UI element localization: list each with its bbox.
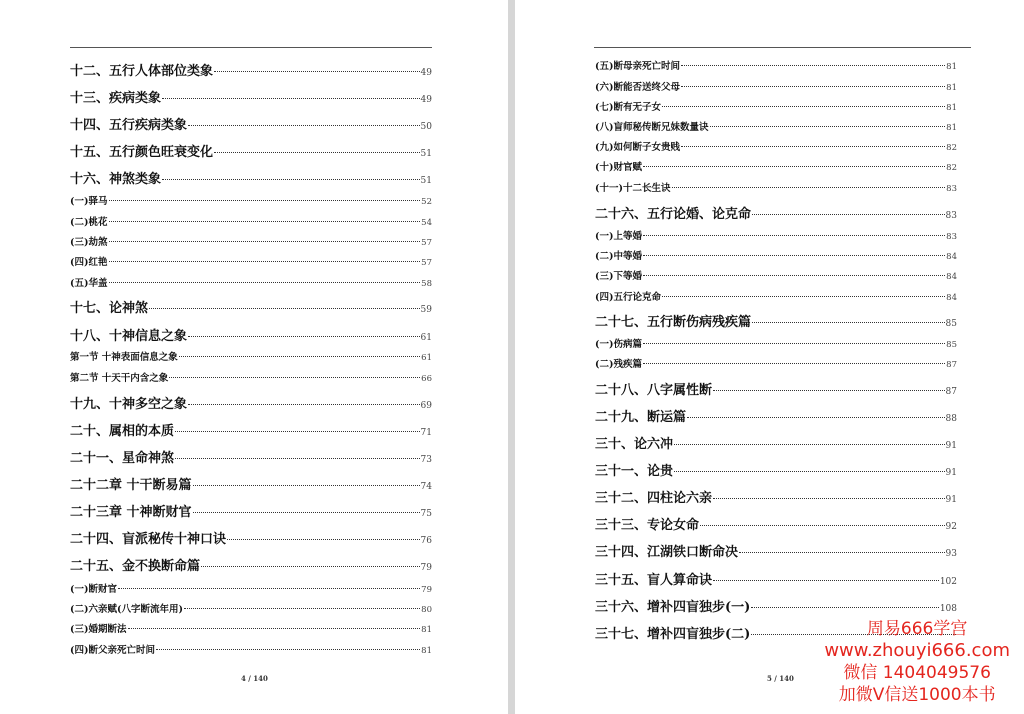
toc-leader-dots <box>109 221 421 222</box>
toc-entry[interactable] <box>595 228 957 242</box>
toc-entry[interactable] <box>595 180 957 194</box>
page-number-left: 4 / 140 <box>241 674 268 683</box>
toc-entry-page: 83 <box>945 211 957 221</box>
toc-entry-page: 54 <box>421 218 432 228</box>
toc-leader-dots <box>687 417 945 418</box>
toc-entry[interactable] <box>70 325 432 344</box>
toc-entry[interactable] <box>595 159 957 173</box>
toc-left <box>0 0 508 714</box>
toc-leader-dots <box>672 187 946 188</box>
toc-leader-dots <box>643 255 945 256</box>
toc-leader-dots <box>674 444 945 445</box>
toc-leader-dots <box>109 241 421 242</box>
toc-entry-title: 二十六、五行论婚、论克命 <box>595 207 752 222</box>
toc-entry-title: 十七、论神煞 <box>70 301 149 316</box>
toc-entry-page: 81 <box>946 123 957 133</box>
toc-leader-dots <box>713 390 945 391</box>
toc-entry[interactable] <box>70 420 432 439</box>
toc-entry-page: 81 <box>421 625 432 635</box>
toc-entry[interactable] <box>70 87 432 106</box>
toc-entry-title: 二十五、金不换断命篇 <box>70 559 201 574</box>
toc-entry[interactable] <box>70 214 432 228</box>
toc-entry[interactable] <box>70 581 432 595</box>
toc-entry[interactable] <box>595 379 957 398</box>
toc-entry-title: 三十一、论贵 <box>595 464 674 479</box>
toc-leader-dots <box>662 296 945 297</box>
toc-entry[interactable] <box>595 248 957 262</box>
toc-entry-title: (十)财官赋 <box>595 162 642 173</box>
toc-leader-dots <box>128 628 421 629</box>
toc-entry-page: 92 <box>945 522 957 532</box>
toc-entry-page: 51 <box>420 176 432 186</box>
toc-leader-dots <box>674 471 945 472</box>
watermark-line: 加微V信送1000本书 <box>838 685 996 705</box>
watermark-line: 周易666学宫 <box>866 619 968 639</box>
toc-entry-page: 61 <box>420 333 432 343</box>
toc-leader-dots <box>643 166 945 167</box>
toc-entry-title: 十三、疾病类象 <box>70 91 162 106</box>
toc-entry-page: 91 <box>945 441 957 451</box>
toc-entry-title: 十五、五行颜色旺衰变化 <box>70 145 214 160</box>
toc-entry-page: 82 <box>946 163 957 173</box>
toc-entry-page: 75 <box>420 509 432 519</box>
toc-entry-page: 84 <box>946 272 957 282</box>
toc-entry-page: 76 <box>420 536 432 546</box>
toc-entry-page: 81 <box>421 646 432 656</box>
toc-entry-page: 57 <box>421 238 432 248</box>
toc-entry-page: 49 <box>420 95 432 105</box>
toc-entry-title: (九)如何断子女贵贱 <box>595 142 680 153</box>
toc-entry-title: 三十三、专论女命 <box>595 518 700 533</box>
toc-entry-page: 50 <box>420 122 432 132</box>
toc-leader-dots <box>188 125 420 126</box>
toc-leader-dots <box>752 322 945 323</box>
toc-entry[interactable] <box>595 460 957 479</box>
toc-entry-page: 87 <box>946 360 957 370</box>
toc-entry[interactable] <box>595 596 957 615</box>
toc-leader-dots <box>193 485 420 486</box>
toc-entry-title: (一)上等婚 <box>595 231 642 242</box>
toc-leader-dots <box>751 607 939 608</box>
toc-entry-title: 二十一、星命神煞 <box>70 451 175 466</box>
toc-entry-title: 第二节 十天干内含之象 <box>70 373 169 384</box>
toc-entry[interactable] <box>595 541 957 560</box>
toc-entry[interactable] <box>70 474 432 493</box>
toc-entry-title: (五)断母亲死亡时间 <box>595 61 680 72</box>
toc-entry-title: 三十六、增补四盲独步(一) <box>595 600 751 615</box>
toc-entry-title: 第一节 十神表面信息之象 <box>70 352 178 363</box>
toc-entry-page: 59 <box>420 305 432 315</box>
toc-entry[interactable] <box>70 447 432 466</box>
toc-entry-title: (一)驿马 <box>70 196 108 207</box>
toc-entry[interactable] <box>70 254 432 268</box>
toc-entry-page: 88 <box>945 414 957 424</box>
toc-entry[interactable] <box>70 601 432 615</box>
toc-entry-title: (六)断能否送终父母 <box>595 82 680 93</box>
toc-entry[interactable] <box>70 621 432 635</box>
toc-entry[interactable] <box>595 79 957 93</box>
toc-entry-page: 91 <box>945 468 957 478</box>
toc-entry-title: 三十二、四柱论六亲 <box>595 491 713 506</box>
watermark-line: www.zhouyi666.com <box>824 640 1010 661</box>
toc-leader-dots <box>752 214 945 215</box>
toc-leader-dots <box>109 282 421 283</box>
toc-leader-dots <box>109 261 421 262</box>
toc-leader-dots <box>643 363 945 364</box>
toc-entry-page: 73 <box>420 455 432 465</box>
toc-entry-page: 71 <box>420 428 432 438</box>
toc-entry[interactable] <box>595 139 957 153</box>
toc-entry[interactable] <box>595 336 957 350</box>
toc-leader-dots <box>193 512 420 513</box>
toc-leader-dots <box>681 86 945 87</box>
toc-entry-title: 十二、五行人体部位类象 <box>70 64 214 79</box>
toc-entry[interactable] <box>70 528 432 547</box>
toc-entry[interactable] <box>70 501 432 520</box>
toc-entry-page: 108 <box>939 604 957 614</box>
toc-entry-title: 三十七、增补四盲独步(二) <box>595 627 751 642</box>
toc-entry-title: 十九、十神多空之象 <box>70 397 188 412</box>
toc-entry-page: 57 <box>421 258 432 268</box>
toc-entry-title: 二十二章 十干断易篇 <box>70 478 192 493</box>
toc-entry-page: 74 <box>420 482 432 492</box>
toc-entry-title: (七)断有无子女 <box>595 102 661 113</box>
toc-entry[interactable] <box>595 406 957 425</box>
toc-entry-title: 二十七、五行断伤病残疾篇 <box>595 315 752 330</box>
toc-leader-dots <box>184 608 420 609</box>
toc-entry-page: 91 <box>945 495 957 505</box>
toc-entry[interactable] <box>70 193 432 207</box>
toc-leader-dots <box>188 404 420 405</box>
toc-leader-dots <box>227 539 420 540</box>
toc-entry-page: 79 <box>421 585 432 595</box>
toc-leader-dots <box>739 552 945 553</box>
toc-entry-page: 80 <box>421 605 432 615</box>
toc-leader-dots <box>643 235 945 236</box>
toc-leader-dots <box>175 431 420 432</box>
toc-entry-title: 二十四、盲派秘传十神口诀 <box>70 532 227 547</box>
toc-entry-title: (一)断财官 <box>70 584 117 595</box>
toc-leader-dots <box>118 588 420 589</box>
toc-entry-page: 102 <box>939 577 957 587</box>
toc-entry[interactable] <box>595 356 957 370</box>
toc-entry-title: (二)桃花 <box>70 217 108 228</box>
toc-entry-page: 85 <box>946 340 957 350</box>
toc-entry-title: (三)婚期断法 <box>70 624 127 635</box>
toc-entry-title: (二)中等婚 <box>595 251 642 262</box>
toc-leader-dots <box>156 649 420 650</box>
toc-right <box>515 0 1024 714</box>
left-page <box>0 0 508 714</box>
toc-entry-page: 83 <box>946 184 957 194</box>
toc-entry-page: 87 <box>945 387 957 397</box>
toc-entry-page: 61 <box>421 353 432 363</box>
toc-leader-dots <box>214 152 420 153</box>
toc-entry-title: 三十五、盲人算命诀 <box>595 573 713 588</box>
toc-entry-title: 二十三章 十神断财官 <box>70 505 192 520</box>
toc-entry[interactable] <box>595 289 957 303</box>
toc-entry[interactable] <box>70 555 432 574</box>
toc-leader-dots <box>214 71 420 72</box>
toc-entry-page: 81 <box>946 83 957 93</box>
toc-leader-dots <box>643 275 945 276</box>
toc-entry-page: 66 <box>421 374 432 384</box>
toc-entry[interactable] <box>70 370 432 384</box>
toc-entry-page: 83 <box>946 232 957 242</box>
toc-entry-title: (五)华盖 <box>70 278 108 289</box>
toc-leader-dots <box>700 525 945 526</box>
toc-entry[interactable] <box>595 569 957 588</box>
toc-entry-title: 三十四、江湖铁口断命决 <box>595 545 739 560</box>
toc-entry-title: 十六、神煞类象 <box>70 172 162 187</box>
toc-entry-page: 84 <box>946 252 957 262</box>
toc-entry-title: 三十、论六冲 <box>595 437 674 452</box>
toc-leader-dots <box>681 65 945 66</box>
toc-leader-dots <box>643 343 945 344</box>
toc-leader-dots <box>201 566 420 567</box>
toc-leader-dots <box>188 336 420 337</box>
toc-entry-title: 二十九、断运篇 <box>595 410 687 425</box>
toc-entry[interactable] <box>70 642 432 656</box>
toc-leader-dots <box>175 458 420 459</box>
toc-leader-dots <box>713 498 945 499</box>
toc-entry-page: 79 <box>420 563 432 573</box>
toc-entry-page: 69 <box>420 401 432 411</box>
toc-entry[interactable] <box>595 433 957 452</box>
toc-entry-title: (八)盲师秘传断兄妹数量诀 <box>595 122 709 133</box>
toc-entry-page: 85 <box>945 319 957 329</box>
toc-entry[interactable] <box>70 349 432 363</box>
toc-entry[interactable] <box>595 514 957 533</box>
toc-entry-page: 81 <box>946 62 957 72</box>
toc-leader-dots <box>162 98 420 99</box>
toc-entry-page: 58 <box>421 279 432 289</box>
toc-entry[interactable] <box>70 275 432 289</box>
toc-leader-dots <box>662 106 945 107</box>
toc-entry-title: (二)六亲赋(八字断流年用) <box>70 604 183 615</box>
toc-entry[interactable] <box>595 203 957 222</box>
toc-entry-page: 51 <box>420 149 432 159</box>
toc-entry-title: (三)劫煞 <box>70 237 108 248</box>
toc-leader-dots <box>681 146 945 147</box>
toc-entry[interactable] <box>70 60 432 79</box>
toc-entry[interactable] <box>595 487 957 506</box>
toc-entry[interactable] <box>595 58 957 72</box>
toc-entry-title: (三)下等婚 <box>595 271 642 282</box>
toc-entry[interactable] <box>70 393 432 412</box>
toc-entry-title: (一)伤病篇 <box>595 339 642 350</box>
page-number-right: 5 / 140 <box>767 674 794 683</box>
toc-entry[interactable] <box>70 234 432 248</box>
toc-entry-title: (四)红艳 <box>70 257 108 268</box>
toc-entry-page: 52 <box>421 197 432 207</box>
toc-leader-dots <box>109 200 421 201</box>
toc-entry-title: 二十八、八字属性断 <box>595 383 713 398</box>
toc-entry[interactable] <box>70 297 432 316</box>
toc-entry-title: (十一)十二长生诀 <box>595 183 671 194</box>
toc-entry-page: 93 <box>945 549 957 559</box>
toc-entry-title: (四)断父亲死亡时间 <box>70 645 155 656</box>
toc-entry[interactable] <box>595 268 957 282</box>
right-page <box>515 0 1024 714</box>
toc-leader-dots <box>713 580 939 581</box>
toc-entry-title: 十八、十神信息之象 <box>70 329 188 344</box>
toc-leader-dots <box>710 126 946 127</box>
toc-entry-title: (四)五行论克命 <box>595 292 661 303</box>
toc-entry-title: 二十、属相的本质 <box>70 424 175 439</box>
toc-entry-page: 84 <box>946 293 957 303</box>
toc-leader-dots <box>169 377 420 378</box>
watermark-line: 微信 1404049576 <box>843 663 991 683</box>
toc-entry[interactable] <box>595 119 957 133</box>
toc-entry-title: 十四、五行疾病类象 <box>70 118 188 133</box>
toc-entry[interactable] <box>595 99 957 113</box>
toc-entry-page: 49 <box>420 68 432 78</box>
toc-entry-page: 82 <box>946 143 957 153</box>
toc-entry[interactable] <box>595 311 957 330</box>
toc-entry[interactable] <box>70 141 432 160</box>
toc-leader-dots <box>162 179 420 180</box>
toc-entry[interactable] <box>70 114 432 133</box>
toc-entry-page: 81 <box>946 103 957 113</box>
toc-leader-dots <box>149 308 420 309</box>
toc-leader-dots <box>179 356 420 357</box>
toc-entry-title: (二)残疾篇 <box>595 359 642 370</box>
watermark <box>824 618 1010 706</box>
toc-entry[interactable] <box>70 168 432 187</box>
